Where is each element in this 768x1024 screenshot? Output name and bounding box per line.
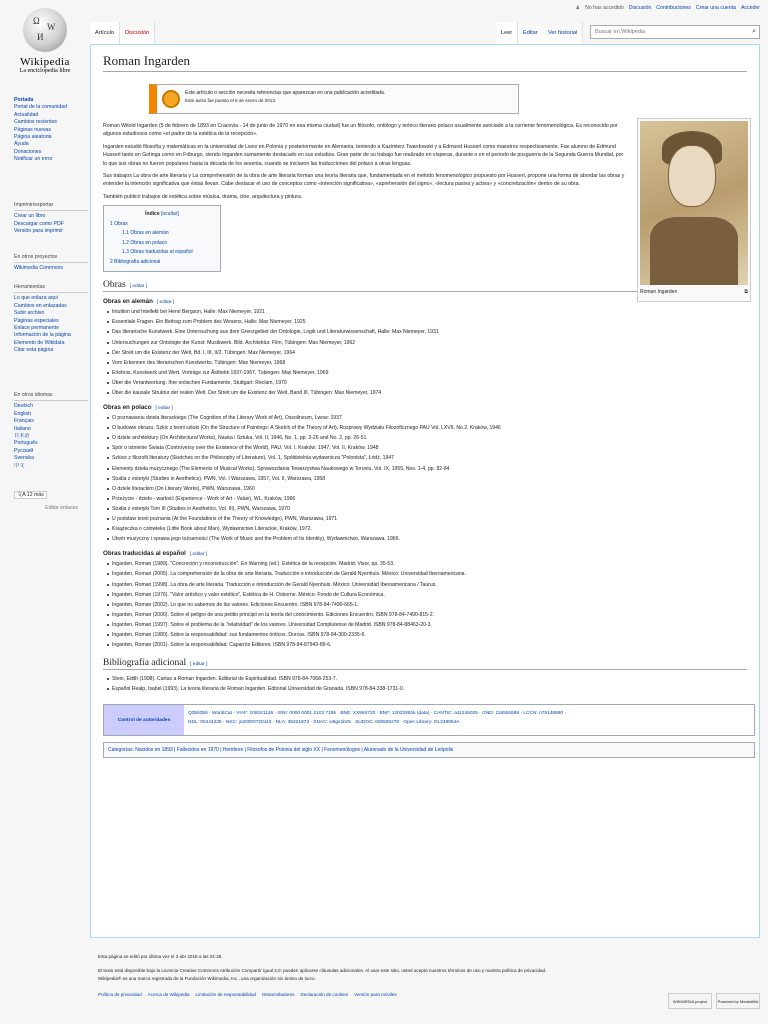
image-caption: Roman Ingarden (640, 289, 678, 295)
toc-number: 1 (110, 220, 115, 227)
sidebar-language-link[interactable]: Svenska (14, 455, 34, 462)
toc-number: 1.2 (122, 239, 131, 246)
edit-section-link[interactable]: [ editar ] (156, 300, 175, 306)
intro-paragraph: Sus trabajos La obra de arte literaria y La comprehensión de la obra de arte literaria forman una teoría literaria que, fundamentada en el método fenomenológico propuesto por Husserl, propone una forma de abordar las obras y entender la intención significativa que éstas llevan. Cabe destacar el uso de conceptos como «intención significativa», «aprehensión del signo», «lectura pasiva y activa» y «concretización» dentro de su obra. (103, 173, 625, 188)
table-of-contents (103, 205, 221, 272)
sidebar-print (14, 196, 88, 236)
puzzle-globe-icon: Ω W И (23, 8, 67, 52)
footer-link[interactable]: Versión para móviles (354, 992, 397, 997)
authority-label[interactable]: Control de autoridades (104, 705, 184, 735)
list-item: Ingarden, Roman (2006). Sobre el peligro de una petitio principii en la teoría del conocimiento. Ediciones Encuentro. ISBN 978-84-7490-815-2. (107, 610, 747, 620)
section-aleman (103, 298, 747, 398)
list-item: Intuition und Intellekt bei Henri Bergson, Halle: Max Niemeyer, 1921 (107, 307, 747, 317)
list-item: Przeżycie - dzieło - wartość (Experience - Work of Art - Value), WL, Kraków, 1966 (107, 494, 747, 504)
footer-links (98, 991, 758, 999)
list-item: Über die kausale Struktur der realen Welt. Der Streit um die Existenz der Welt, Band III, Tübingen: Max Niemeyer, 1974 (107, 388, 747, 398)
sidebar-tool-link[interactable]: Citar esta página (14, 347, 54, 354)
toc-item[interactable] (110, 229, 214, 239)
sidebar-language-link[interactable]: Deutsch (14, 403, 34, 410)
edit-links-row (14, 505, 78, 512)
list-item: O budowie obrazu. Szkic z teorii sztuki (On the Structure of Paintings: A Sketch of the Theory of Art), Rozprawy Wydziału Filozoficznego PAU Vol. LXVII, No.2, Kraków, 1946 (107, 423, 747, 433)
toc-text: Obras (114, 220, 128, 227)
sidebar-tool-link[interactable]: Información de la página (14, 332, 71, 339)
intro-paragraph: Ingarden estudió filosofía y matemáticas en la universidad de Lwov en Polonia y posteriormente en Alemania, teniendo a Kazimierz Twardowski y a Edmund Husserl como maestros respectivamente. Fue alumno de Edmund Husserl tanto en Gotinga como en Friburgo, siendo Ingarden sumamente destacado en sus estudios. Gran parte de su trabajo fue realizado en vísperas, durante o en el periodo de posguerra de la Segunda Guerra Mundial, por lo que sus obras no fueron populares hasta la década de los sesenta, cuando se iniciaron las traducciones del polaco a otras lenguas. (103, 143, 624, 167)
sidebar-project-link[interactable]: Wikimedia Commons (14, 265, 64, 272)
talk-link[interactable]: Discusión (628, 5, 652, 11)
list-item: Der Streit um die Existenz der Welt, Bd. I, III, II/2. Tübingen: Max Niemeyer, 1964 (107, 348, 747, 358)
sidebar-tool-link[interactable]: Elemento de Wikidata (14, 339, 65, 346)
work-list (107, 559, 747, 650)
sidebar-nav-link[interactable]: Actualidad (14, 111, 39, 118)
search-input[interactable] (590, 25, 760, 39)
footer (98, 953, 758, 999)
sidebar-language-link[interactable]: Русский (14, 447, 34, 454)
footer-link[interactable]: Desarrolladores (262, 992, 295, 997)
toc-title: Índice (145, 211, 160, 218)
sidebar-nav-link[interactable]: Notificar un error (14, 156, 53, 163)
personal-tools (575, 5, 760, 11)
not-logged-in: No has accedido (585, 5, 624, 11)
sidebar-tool-link[interactable]: Páginas especiales (14, 317, 59, 324)
search-placeholder: Buscar en Wikipedia (595, 29, 646, 35)
toc-number: 1.3 (122, 249, 131, 256)
list-item: Vom Erkennen des literarischen Kunstwerks, Tübingen: Max Niemeyer, 1968 (107, 358, 747, 368)
toc-list (110, 220, 214, 268)
wikipedia-logo[interactable] (12, 4, 78, 84)
page-title: Roman Ingarden (103, 53, 747, 72)
wikimedia-badge[interactable]: WIKIMEDIA project (668, 993, 712, 1009)
authority-line[interactable]: Q355355 · WorldCat · VIAF: 108241126 · ISNI: 0000 0001 2103 7185 · BNE: XX884720 · BNF: 12032881k (data) · CANTIC: a11245025 · GND: 118555588 · LCCN: n79148890 · (188, 711, 567, 717)
list-item: O dziele literackim (On Literary Works), PWN, Warszawa, 1960 (107, 484, 747, 494)
list-item: Español Realp, Isabel (1993). La teoría literaria de Roman Ingarden. Editorial Universidad de Granada. ISBN 978-84-338-1731-0. (107, 684, 747, 694)
sidebar-nav-link[interactable]: Portal de la comunidad (14, 104, 68, 111)
search-icon[interactable]: ⌕ (752, 28, 756, 35)
section-espanol (103, 550, 747, 650)
list-item: Ingarden, Roman (2001). Sobre la responsabilidad. Caparrós Editores. ISBN 978-84-87943-89-6. (107, 640, 747, 650)
notice-date: Este aviso fue puesto el 6 de enero de 2013. (185, 98, 277, 103)
section-polaco (103, 404, 747, 544)
edit-section-link[interactable]: [ editar ] (155, 406, 173, 412)
list-item: Ingarden, Roman (1998). La obra de arte literaria. Traducción e introducción de Gerald Nyenhuis. México: Universidad Iberoamericana / Taurus. (107, 580, 747, 590)
sidebar-tools (14, 278, 88, 355)
subsection-title: Obras en alemán (103, 298, 153, 306)
tab-edit[interactable]: Editar (518, 22, 544, 44)
list-item: Studia z estetyki Tom III (Studies in Aesthetics, Vol. III), PWN, Warszawa, 1970 (107, 504, 747, 514)
list-item: Książeczka o człowieku (Little Book about Man), Wydawnictwo Literackie, Kraków, 1972. (107, 524, 747, 534)
subsection-title: Obras traducidas al español (103, 550, 186, 558)
toc-text: Obras traducidas al español (130, 249, 193, 256)
footer-badges (668, 993, 760, 1009)
mediawiki-badge[interactable]: Powered by MediaWiki (716, 993, 760, 1009)
logo-tagline: La enciclopedia libre (19, 68, 71, 74)
list-item: Ingarden, Roman (1989). "Concreción y reconstrucción". En Warning (ed.). Estética de la recepción. Madrid: Visor, pp. 35-53. (107, 559, 747, 569)
sidebar-nav-link[interactable]: Páginas nuevas (14, 126, 51, 133)
edit-section-link[interactable]: [ editar ] (190, 662, 208, 668)
footer-link[interactable]: Declaración de cookies (300, 992, 349, 997)
authority-ids (184, 705, 754, 735)
list-item: Ingarden, Roman (2005). La comprehensión de la obra de arte literaria. Traducción e introducción de Gerald Nyenhuis. México: Universidad Iberoamericana. (107, 569, 747, 579)
toc-text: Obras en polaco (130, 239, 168, 246)
sidebar-heading: En otros idiomas (14, 392, 88, 401)
user-icon: ♟ (575, 5, 581, 11)
sidebar-language-link[interactable]: Français (14, 418, 34, 425)
subsection-heading (103, 404, 747, 411)
sidebar-projects (14, 248, 88, 273)
sidebar-language-link[interactable]: English (14, 410, 32, 417)
toc-item[interactable] (110, 258, 214, 268)
sidebar-languages (14, 386, 88, 470)
notice-text: Este artículo o sección necesita referencias que aparezcan en una publicación acreditada. (185, 90, 386, 96)
list-item: Ingarden, Roman (1997). Sobre el problema de la "relatividad" de los valores. Universidad Complutense de Madrid. ISBN 978-84-88463-20-3. (107, 620, 747, 630)
sidebar-heading: Herramientas (14, 284, 88, 293)
sidebar-nav-link[interactable]: Portada (14, 97, 34, 103)
sidebar-nav-link[interactable]: Donaciones (14, 148, 42, 155)
create-account-link[interactable]: Crear una cuenta (695, 5, 736, 11)
sidebar-print-link[interactable]: Descargar como PDF (14, 220, 64, 227)
logo-wordmark: Wikipedia (20, 56, 70, 68)
sidebar-nav-link[interactable]: Cambios recientes (14, 119, 57, 126)
tab-talk[interactable]: Discusión (120, 22, 155, 44)
toc-header (110, 210, 214, 220)
sidebar-language-link[interactable]: Italiano (14, 425, 31, 432)
edit-section-link[interactable]: [ editar ] (129, 284, 148, 290)
toc-text: Obras en alemán (130, 230, 169, 237)
license-text: El texto está disponible bajo la Licencia Creative Commons Atribución Compartir Igual 3.0; pueden aplicarse cláusulas adicionales. Al usar este sitio, usted acepta nuestros términos de uso y nuestra política de privacidad. (98, 968, 547, 973)
sidebar-tool-link[interactable]: Enlace permanente (14, 325, 59, 332)
maintenance-notice (149, 84, 519, 114)
list-item: Utwór muzyczny i sprawa jego tożsamości (The Work of Music and the Problem of Its Identity), Wydawnictwo, Warszawa, 1966. (107, 534, 747, 544)
section-biblio-title: Bibliografía adicional (103, 658, 187, 669)
toc-number: 1.1 (122, 230, 131, 237)
toc-number: 2 (110, 258, 115, 265)
biblio-list (107, 674, 747, 694)
list-item: Erlebnis, Kunstwerk und Wert. Vorträge zur Ästhetik 1937-1967, Tübingen: Max Niemeyer, 1969 (107, 368, 747, 378)
authority-control (103, 704, 755, 736)
intro-paragraph: También publicó trabajos de estética sobre música, drama, cine, arquitectura y pintura. (103, 193, 303, 200)
authority-line[interactable]: NDL: 00444235 · NKC: jn20000720110 · NLA: 35221873 · SNAC: w6gx1bz5 · SUDOC: 028506278 · Open Library: OL249954A (188, 720, 460, 726)
sidebar-print-link[interactable]: Crear un libro (14, 213, 46, 220)
tab-history[interactable]: Ver historial (543, 22, 583, 44)
footer-link[interactable]: Acerca de Wikipedia (147, 992, 190, 997)
categories-box[interactable]: Categorías: Nacidos en 1893 | Fallecidos en 1970 | Hombres | Filósofos de Polonia del siglo XX | Fenomenólogos | Alumnado de la Universidad de Leópolis (103, 742, 755, 758)
list-item: Stein, Edith (1998). Cartas a Roman Ingarden. Editorial de Espiritualidad. ISBN 978-84-7068-253-7. (107, 674, 747, 684)
portrait-image[interactable] (640, 121, 748, 285)
tab-article[interactable]: Artículo (90, 22, 120, 44)
sidebar-tool-link[interactable]: Subir archivo (14, 310, 45, 317)
footer-link[interactable]: Limitación de responsabilidad (195, 992, 257, 997)
sidebar-tool-link[interactable]: Cambios en enlazadas (14, 302, 67, 309)
work-list (107, 413, 747, 544)
list-item: Essentiale Fragen. Ein Beitrag zum Problem des Wesens, Halle: Max Niemeyer, 1925 (107, 317, 747, 327)
sidebar-nav-link[interactable]: Ayuda (14, 141, 29, 148)
list-item: Szkice z filozofii literatury (Sketches on the Philosophy of Literature), Vol. 1, Spółdzielnia wydawnicza "Polonista", Łódź, 1947 (107, 453, 747, 463)
list-item: Untersuchungen zur Ontologie der Kunst: Musikwerk. Bild. Architektur. Film, Tübingen: Max Niemeyer, 1962 (107, 338, 747, 348)
list-item: U podstaw teorii poznania (At the Foundations of the Theory of Knowledge), PWN, Warszawa, 1971 (107, 514, 747, 524)
section-obras-title: Obras (103, 280, 126, 291)
more-languages-row (14, 492, 88, 499)
sidebar-language-link[interactable]: 中文 (14, 462, 25, 469)
infobox-image (637, 118, 751, 302)
trademark-text: Wikipedia® es una marca registrada de la Fundación Wikimedia, Inc., una organización sin ánimo de lucro. (98, 976, 316, 981)
login-link[interactable]: Acceder (740, 5, 760, 11)
list-item: Ingarden, Roman (1980). Sobre la responsabilidad: sus fundamentos ónticos. Dorcas. ISBN 978-84-300-2335-6. (107, 630, 747, 640)
toc-text: Bibliografía adicional (114, 258, 161, 265)
sidebar-heading: En otros proyectos (14, 254, 88, 263)
list-item: Elementy dzieła muzycznego (The Elements of Musical Works), Sprawozdania Towarzystwa Naukowego w Toruniu, Vol. IX, 1955, Nos. 1-4, pp. 82-84 (107, 464, 747, 474)
footer-link[interactable]: Política de privacidad (98, 992, 142, 997)
edit-section-link[interactable]: [ editar ] (189, 552, 208, 558)
image-caption-row (640, 289, 748, 295)
list-item: Über die Verantwortung. Ihre ontischen Fundamente, Stuttgart: Reclam, 1970 (107, 378, 747, 388)
sidebar-tool-link[interactable]: Lo que enlaza aquí (14, 295, 59, 302)
sidebar-navigation (14, 97, 88, 164)
toc-item[interactable] (110, 248, 214, 258)
toc-toggle[interactable]: [ocultar] (161, 211, 179, 218)
list-item: Das literarische Kunstwerk. Eine Untersuchung aus dem Grenzgebiet der Ontologie, Logik und Literaturwissenschaft, Halle: Max Niemeyer, 1931 (107, 327, 747, 337)
toc-item[interactable] (110, 239, 214, 249)
list-item: O poznawaniu dzieła literackiego (The Cognition of the Literary Work of Art), Ossolineum, Lwow: 1937 (107, 413, 747, 423)
sidebar-language-link[interactable]: Português (14, 440, 38, 447)
toc-item[interactable] (110, 220, 214, 230)
list-item: Spór o istnienie Świata (Controversy over the Existence of the World), PAU, Vol. I, Kraków: 1947, Vol. II, Kraków, 1948 (107, 443, 747, 453)
work-list (107, 307, 747, 398)
list-item: Ingarden, Roman (1976). "Valor artístico y valor estético", Estética de H. Osborne. México: Fondo de Cultura Económica. (107, 590, 747, 600)
last-edited: Esta página se editó por última vez el 3 abr 2018 a las 01:28. (98, 954, 223, 959)
sidebar-language-link[interactable]: 日本語 (14, 433, 30, 440)
subsection-heading (103, 550, 747, 557)
section-heading (103, 658, 747, 670)
tab-read[interactable]: Leer (496, 22, 518, 44)
list-item: Studia z estetyki (Studies in Aesthetics), PWN, Vol. I Warszawa, 1957, Vol. II, Warszawa, 1958 (107, 474, 747, 484)
sidebar-print-link[interactable]: Versión para imprimir (14, 228, 64, 235)
contributions-link[interactable]: Contribuciones (656, 5, 691, 11)
subsection-title: Obras en polaco (103, 404, 152, 412)
list-item: O dziele architektury (On Architectural Works), Nauka i Sztuka, Vol. II, 1946, No. 1, pp. 3-26 and No. 2, pp. 26-51 (107, 433, 747, 443)
sidebar-nav-link[interactable]: Página aleatoria (14, 134, 52, 141)
list-item: Ingarden, Roman (2002). Lo que no sabemos de los valores. Ediciones Encuentro. ISBN 978-84-7490-665-1. (107, 600, 747, 610)
intro-paragraph: Roman Witold Ingarden (5 de febrero de 1893 en Cracovia - 14 de junio de 1970 en esa misma ciudad) fue un filósofo, ontólogo y teórico literario polaco usualmente asociado a la corriente fenomenológica. Es reconocido por algunos estudiosos como «el padre de la estética de la recepción». (103, 123, 618, 138)
edit-links-link[interactable]: Editar enlaces (45, 505, 78, 511)
warning-icon (162, 90, 180, 108)
more-languages-button[interactable]: 文A 12 más (14, 491, 47, 499)
sidebar (0, 0, 90, 1024)
sidebar-heading: Imprimir/exportar (14, 202, 88, 211)
enlarge-icon[interactable]: ⧉ (744, 289, 748, 295)
